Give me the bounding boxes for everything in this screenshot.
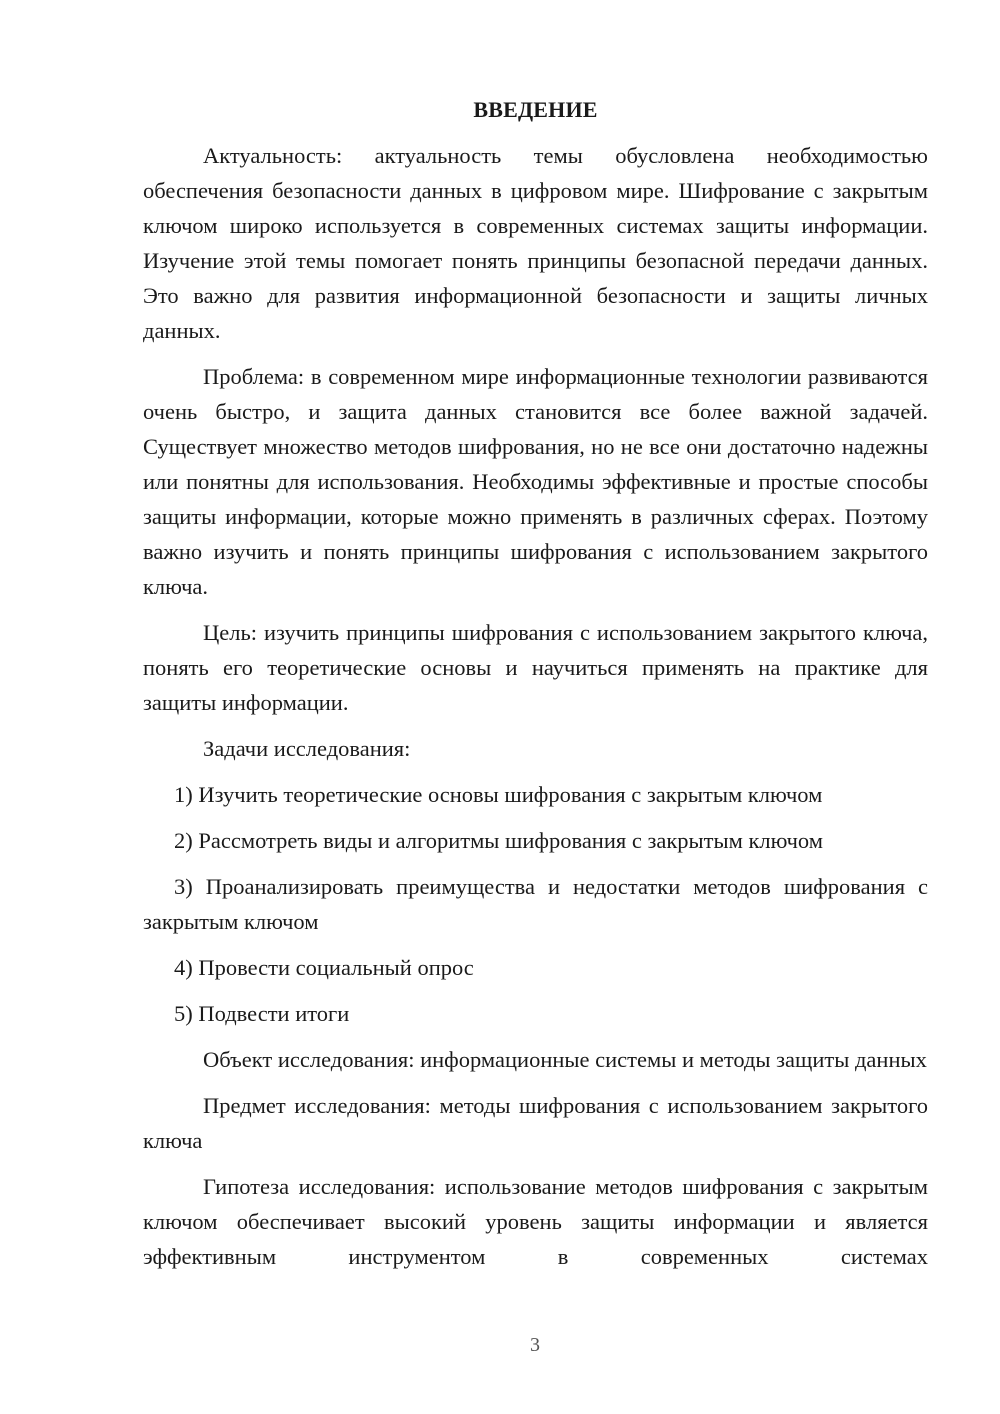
section-title: ВВЕДЕНИЕ <box>473 97 598 122</box>
task-item-2: 2) Рассмотреть виды и алгоритмы шифрования с закрытым ключом <box>174 828 823 853</box>
document-body <box>143 92 928 1285</box>
paragraph-tasks-heading: Задачи исследования: <box>203 736 411 761</box>
paragraph-problem: Проблема: в современном мире информационные технологии развиваются очень быстро, и защита данных становится все более важной задачей. Существует множество методов шифрования, но не все они достаточно надежны или понятны для использования. Необходимы эффективные и простые способы защиты информации, которые можно применять в различных сферах. Поэтому важно изучить и понять принципы шифрования с использованием закрытого ключа. <box>143 364 928 599</box>
paragraph-object: Объект исследования: информационные системы и методы защиты данных <box>203 1047 927 1072</box>
paragraph-hypothesis: Гипотеза исследования: использование методов шифрования с закрытым ключом обеспечивает высокий уровень защиты информации и является эффективным инструментом в современных системах <box>143 1174 928 1269</box>
task-item-5: 5) Подвести итоги <box>174 1001 350 1026</box>
task-item-4: 4) Провести социальный опрос <box>174 955 474 980</box>
task-item-3: 3) Проанализировать преимущества и недостатки методов шифрования с закрытым ключом <box>143 874 928 934</box>
paragraph-relevance: Актуальность: актуальность темы обусловлена необходимостью обеспечения безопасности данных в цифровом мире. Шифрование с закрытым ключом широко используется в современных системах защиты информации. Изучение этой темы помогает понять принципы безопасной передачи данных. Это важно для развития информационной безопасности и защиты личных данных. <box>143 143 928 343</box>
page-number: 3 <box>530 1334 540 1356</box>
paragraph-goal: Цель: изучить принципы шифрования с использованием закрытого ключа, понять его теоретические основы и научиться применять на практике для защиты информации. <box>143 620 928 715</box>
paragraph-subject: Предмет исследования: методы шифрования с использованием закрытого ключа <box>143 1093 928 1153</box>
task-item-1: 1) Изучить теоретические основы шифрования с закрытым ключом <box>174 782 823 807</box>
